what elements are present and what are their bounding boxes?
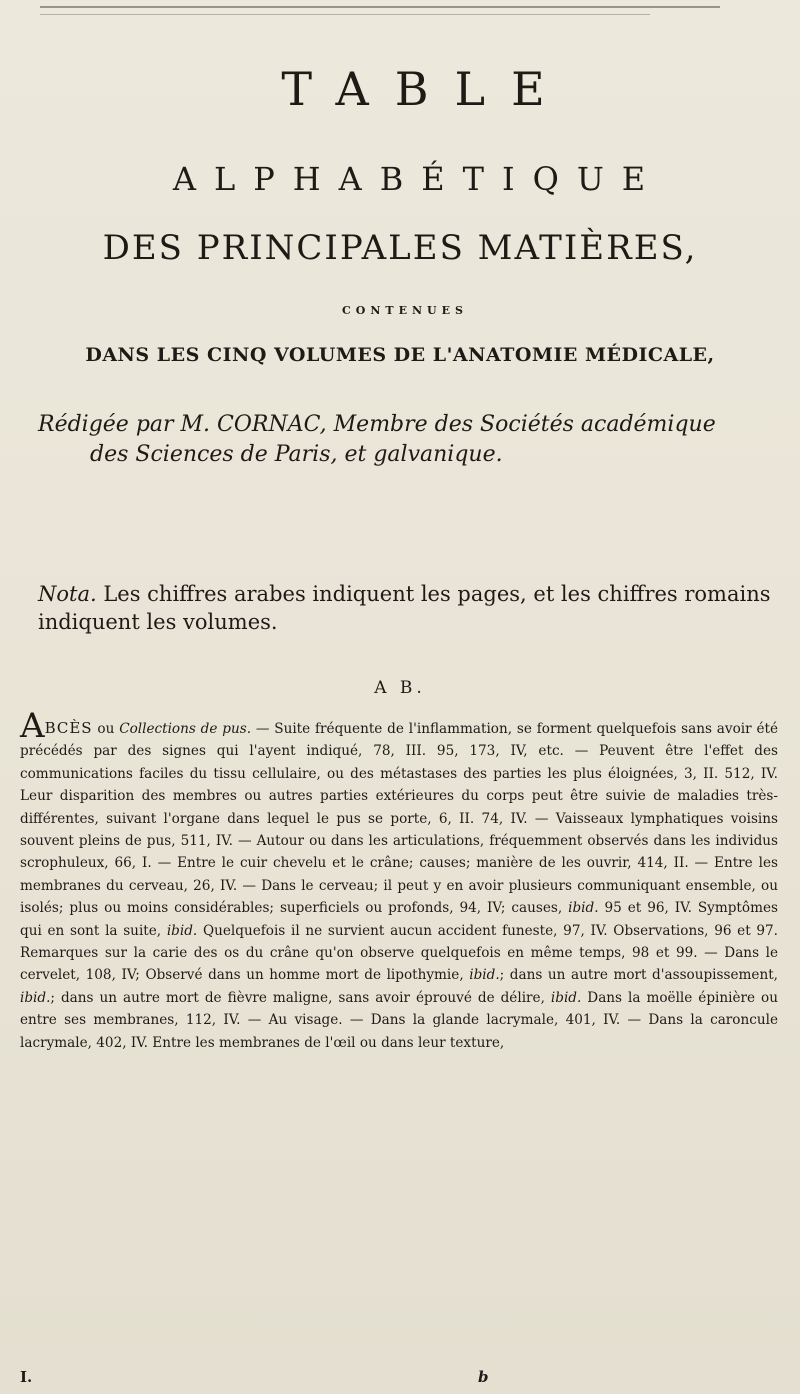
title-alphabetique: ALPHABÉTIQUE (172, 160, 664, 198)
footer-volume: I. (20, 1368, 33, 1386)
entry-text-5: ; dans un autre mort de fièvre maligne, sans avoir éprouvé de délire, (50, 989, 551, 1006)
entry-text-1: — Suite fréquente de l'inflammation, se forment quelquefois sans avoir été précédés par des signes qui l'ayent indiqué, 78, III. 95, 173, IV, etc. — Peuvent être l'effet des communications faciles du tissu cellulaire, ou des métastases des parties les plus éloignées, 3, II. 512, IV. Leur disparition des membres ou autres parties extérieures du corps peut être suivie de maladies très-différentes, suivant l'organe dans lequel le pus se porte, 6, II. 74, IV. — Vaisseaux lymphatiques voisins souvent pleins de pus, 511, IV. — Autour ou dans les articulations, fréquemment observés dans les individus scrophuleux, 66, I. — Entre le cuir chevelu et le crâne; causes; manière de les ouvrir, 414, II. — Entre les membranes du cerveau, 26, IV. — Dans le cerveau; il peut y en avoir plusieurs communiquant ensemble, ou isolés; plus ou moins considérables; superficiels ou profonds, 94, IV; causes, (20, 721, 778, 917)
nota-text: Les chiffres arabes indiquent les pages, et les chiffres romains indiquent les volumes. (38, 582, 771, 634)
footer-signature: b (478, 1368, 489, 1386)
nota-label: Nota. (38, 582, 97, 606)
title-principales-matieres: DES PRINCIPALES MATIÈRES, (102, 228, 698, 268)
subtitle-volumes: DANS LES CINQ VOLUMES DE L'ANATOMIE MÉDICALE, (85, 344, 715, 366)
entry-headword: BCÈS (44, 719, 93, 737)
entry-text-6: Dans la moëlle épinière ou entre ses membranes, 112, IV. — Au visage. — Dans la glande lacrymale, 401, IV. — Dans la caroncule lacrymale, 402, IV. Entre les membranes de l'œil ou dans leur texture, (20, 989, 778, 1051)
index-entry-abces (20, 706, 779, 1054)
entry-ibid-4: ibid. (20, 989, 51, 1006)
author-credit (38, 410, 778, 470)
entry-text-3: Quelquefois il ne survient aucun accident funeste, 97, IV. Observations, 96 et 97. Remarques sur la carie des os du crâne qu'on observe quelquefois en même temps, 98 et 99. — Dans le cervelet, 108, IV; Observé dans un homme mort de lipothymie, (20, 922, 779, 984)
entry-ibid-5: ibid. (550, 989, 582, 1006)
author-line-1: Rédigée par M. CORNAC, Membre des Sociétés académique (38, 412, 716, 437)
top-rule-thin (40, 14, 650, 15)
author-line-2: des Sciences de Paris, et galvanique. (90, 442, 503, 467)
entry-head-italic: Collections de pus. (119, 721, 252, 737)
dropcap-letter: A (20, 706, 45, 746)
section-letters: A B. (374, 678, 426, 698)
entry-ibid-1: ibid. (568, 900, 599, 917)
entry-ibid-3: ibid. (469, 967, 500, 984)
entry-ibid-2: ibid. (166, 922, 198, 939)
nota-paragraph (38, 580, 778, 636)
entry-text-2: 95 et 96, IV. Symptômes qui en sont la suite, (20, 900, 778, 939)
title-table: TABLE (281, 62, 571, 116)
entry-text-4: ; dans un autre mort d'assoupissement, (499, 967, 779, 984)
top-rule (40, 6, 720, 8)
entry-head-connector: ou (92, 721, 120, 737)
title-contenues: CONTENUES (342, 304, 468, 317)
